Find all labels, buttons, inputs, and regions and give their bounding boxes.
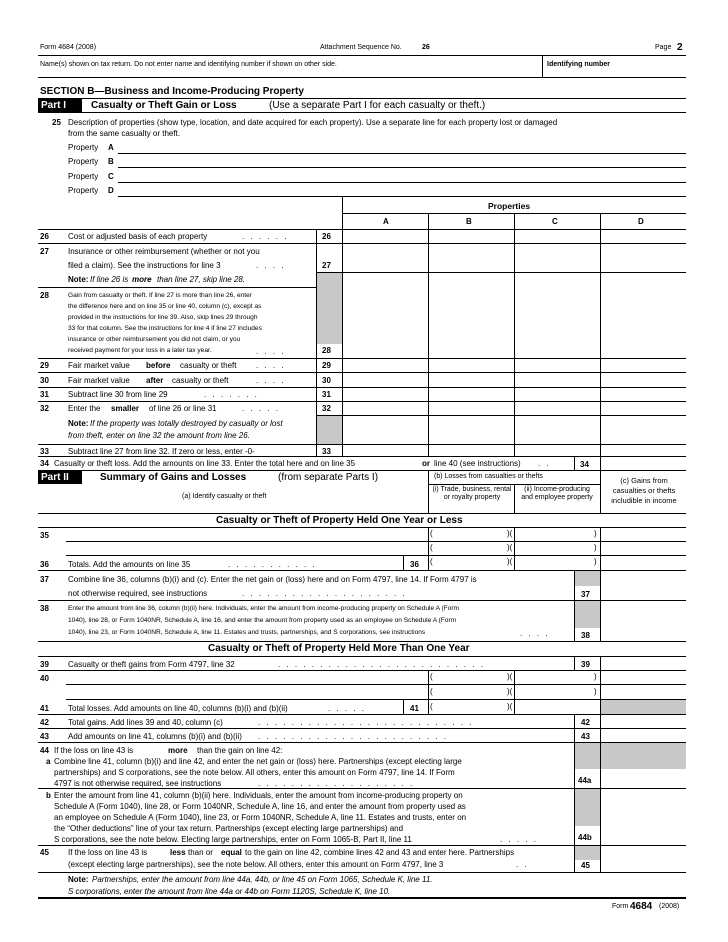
dots: . . xyxy=(538,459,551,468)
line-44-num: 44 xyxy=(40,746,49,755)
page-label: Page xyxy=(655,44,672,51)
line-27-note-label: Note: xyxy=(68,275,89,284)
rule xyxy=(316,272,686,273)
col-b-ii-heading: (ii) Income-producing and employee property xyxy=(521,486,593,502)
rule xyxy=(514,484,515,514)
rule xyxy=(38,77,686,78)
line-33-text: Subtract line 27 from line 32. If zero or less, enter -0- xyxy=(68,447,255,456)
line-31-num: 31 xyxy=(40,390,49,399)
names-input[interactable] xyxy=(40,66,538,76)
rule xyxy=(38,372,686,373)
line-32-box: 32 xyxy=(322,404,331,413)
line-39-num: 39 xyxy=(40,660,49,669)
rule xyxy=(600,213,601,456)
paren: ) xyxy=(594,557,597,566)
line-32-text: Enter the xyxy=(68,404,101,413)
line-44b-text: the “Other deductions” line of your tax return. Partnerships (except electing large partnerships) and xyxy=(54,824,404,833)
line-44b-text: Enter the amount from line 41, column (b)(ii) here. Individuals, enter the amount from income-producing property on xyxy=(54,791,463,800)
dots: . . . . xyxy=(256,361,286,370)
col-b-header: B xyxy=(466,217,472,226)
line-26-num: 26 xyxy=(40,232,49,241)
rule xyxy=(38,444,686,445)
line-25-num: 25 xyxy=(52,118,61,127)
line-29-box: 29 xyxy=(322,361,331,370)
line-28-text: insurance or other reimbursement you did not claim, or you xyxy=(68,336,241,343)
rule xyxy=(38,656,686,657)
line-32-text: of line 26 or line 31 xyxy=(149,404,217,413)
rule xyxy=(38,387,686,388)
dots: . . . . . xyxy=(242,404,281,413)
paren: ( xyxy=(430,543,433,552)
line-40-row-2[interactable] xyxy=(66,699,686,700)
paren: )( xyxy=(507,702,513,711)
property-a-letter: A xyxy=(108,143,114,152)
rule xyxy=(542,55,543,77)
properties-heading: Properties xyxy=(488,201,531,211)
property-d-letter: D xyxy=(108,186,114,195)
paren: )( xyxy=(507,543,513,552)
line-29-text: casualty or theft xyxy=(180,361,237,370)
dots: . . . . xyxy=(256,347,286,356)
names-label: Name(s) shown on tax return. Do not enter name and identifying number if shown on other side. xyxy=(40,61,337,68)
part-2-title: Summary of Gains and Losses xyxy=(100,472,247,483)
property-b-label: Property xyxy=(68,157,99,166)
line-29-text: Fair market value xyxy=(68,361,130,370)
line-32-smaller: smaller xyxy=(111,404,140,413)
line-44a-text: 4797 is not otherwise required, see instructions xyxy=(54,779,222,788)
line-28-num: 28 xyxy=(40,291,49,300)
paren: ) xyxy=(594,672,597,681)
dots: . . . . . . xyxy=(242,232,289,241)
line-28-text: received payment for your loss in a later tax year. xyxy=(68,347,212,354)
line-36-text: Totals. Add the amounts on line 35 xyxy=(68,560,191,569)
short-term-heading: Casualty or Theft of Property Held One Year or Less xyxy=(216,515,463,526)
rule xyxy=(514,213,515,456)
shade xyxy=(317,415,342,444)
line-43-box: 43 xyxy=(581,732,590,741)
line-30-num: 30 xyxy=(40,376,49,385)
rule xyxy=(38,513,686,514)
rule xyxy=(38,287,317,288)
rule xyxy=(574,656,575,670)
line-44a-text: Combine line 41, column (b)(i) and line 42, and enter the net gain or (loss) here. Partnerships (except electing large xyxy=(54,757,462,766)
line-44-text: If the loss on line 43 is xyxy=(54,746,134,755)
line-45-less: less xyxy=(170,848,186,857)
line-33-num: 33 xyxy=(40,447,49,456)
paren: )( xyxy=(507,672,513,681)
line-30-text: casualty or theft xyxy=(172,376,229,385)
paren: )( xyxy=(507,687,513,696)
shade xyxy=(601,700,686,714)
line-30-after: after xyxy=(146,376,164,385)
line-34-text: Casualty or theft loss. Add the amounts on line 33. Enter the total here and on line 35 xyxy=(54,459,356,468)
identifying-number-label: Identifying number xyxy=(547,61,610,68)
property-b-input[interactable] xyxy=(118,167,686,168)
seq-number: 26 xyxy=(422,44,430,51)
rule xyxy=(38,112,686,113)
line-27-box: 27 xyxy=(322,261,331,270)
col-b-heading: (b) Losses from casualties or thefts xyxy=(434,473,543,480)
line-37-text: not otherwise required, see instructions xyxy=(68,589,208,598)
line-45-text: If the loss on line 43 is xyxy=(68,848,148,857)
line-44b-text: an employee on Schedule A (Form 1040), line 23, or Form 1040NR, Schedule A, line 11. Estates and trusts, enter on xyxy=(54,813,467,822)
paren: ) xyxy=(594,687,597,696)
part-1-title-note: (Use a separate Part I for each casualty or theft.) xyxy=(269,100,486,111)
line-43-num: 43 xyxy=(40,732,49,741)
paren: ) xyxy=(594,543,597,552)
paren: ) xyxy=(594,529,597,538)
property-c-label: Property xyxy=(68,172,99,181)
property-d-label: Property xyxy=(68,186,99,195)
property-a-input[interactable] xyxy=(118,153,686,154)
line-31-box: 31 xyxy=(322,390,331,399)
rule xyxy=(38,98,686,99)
line-44b-label: b xyxy=(46,791,51,800)
paren: ( xyxy=(430,672,433,681)
rule xyxy=(600,456,601,470)
line-38-num: 38 xyxy=(40,604,49,613)
line-39-box: 39 xyxy=(581,660,590,669)
line-42-num: 42 xyxy=(40,718,49,727)
line-27-note: than line 27, skip line 28. xyxy=(157,275,246,284)
property-a-label: Property xyxy=(68,143,99,152)
rule xyxy=(38,401,686,402)
property-b-letter: B xyxy=(108,157,114,166)
section-b-title: SECTION B—Business and Income-Producing Property xyxy=(40,86,304,97)
col-a-heading: (a) Identify casualty or theft xyxy=(182,493,267,500)
line-45-note: S corporations, enter the amount from line 44a or 44b on Form 1120S, Schedule K, line 10. xyxy=(68,887,391,896)
line-30-text: Fair market value xyxy=(68,376,130,385)
dots: . . . . xyxy=(520,629,550,638)
line-32-num: 32 xyxy=(40,404,49,413)
line-37-num: 37 xyxy=(40,575,49,584)
line-37-box: 37 xyxy=(581,590,590,599)
line-44-text: than the gain on line 42: xyxy=(197,746,283,755)
line-29-before: before xyxy=(146,361,171,370)
shade xyxy=(575,846,600,860)
paren: ( xyxy=(430,529,433,538)
rule xyxy=(600,470,601,514)
line-27-note: If line 26 is xyxy=(90,275,129,284)
rule xyxy=(600,714,601,873)
line-43-text: Add amounts on line 41, columns (b)(i) and (b)(ii) xyxy=(68,732,242,741)
line-30-box: 30 xyxy=(322,376,331,385)
rule xyxy=(574,456,575,470)
rule xyxy=(38,641,686,642)
rule xyxy=(428,213,429,456)
line-42-text: Total gains. Add lines 39 and 40, column (c) xyxy=(68,718,223,727)
line-45-num: 45 xyxy=(40,848,49,857)
rule xyxy=(38,358,686,359)
line-29-num: 29 xyxy=(40,361,49,370)
line-44b-box: 44b xyxy=(578,833,592,842)
shade xyxy=(575,789,600,826)
line-38-box: 38 xyxy=(581,631,590,640)
dots: . . . . . . . xyxy=(204,390,259,399)
line-28-text: Gain from casualty or theft. If line 27 is more than line 26, enter xyxy=(68,292,252,299)
line-28-text: provided in the instructions for line 39. Also, skip lines 29 through xyxy=(68,314,258,321)
paren: )( xyxy=(507,529,513,538)
dots: . . . . . . . . . . . xyxy=(228,560,317,569)
line-44a-box: 44a xyxy=(578,776,592,785)
line-27-num: 27 xyxy=(40,247,49,256)
line-34-text: line 40 (see instructions) xyxy=(434,459,521,468)
line-34-box: 34 xyxy=(580,460,589,469)
line-34-num: 34 xyxy=(40,459,49,468)
line-27-note-more: more xyxy=(132,275,152,284)
rule xyxy=(428,484,600,485)
line-35-num: 35 xyxy=(40,531,49,540)
shade xyxy=(317,272,342,344)
rule xyxy=(600,656,601,670)
line-44a-text: partnerships) and S corporations, see the note below. All others, enter this amount on Form 4797, line 14. If Form xyxy=(54,768,455,777)
footer-year: (2008) xyxy=(659,903,680,910)
line-31-text: Subtract line 30 from line 29 xyxy=(68,390,168,399)
dots: . . xyxy=(516,860,529,869)
dots: . . . . xyxy=(256,261,286,270)
footer-form-number: 4684 xyxy=(630,901,653,912)
part-1-tag: Part I xyxy=(41,100,67,111)
line-26-text: Cost or adjusted basis of each property xyxy=(68,232,208,241)
rule xyxy=(38,243,686,244)
col-d-header: D xyxy=(638,217,644,226)
line-45-note: Partnerships, enter the amount from line 44a, 44b, or line 45 on Form 1065, Schedule K, line 11. xyxy=(92,875,433,884)
rule xyxy=(600,571,601,641)
line-44b-text: S corporations, see the note below. Electing large partnerships, enter on Form 1065-B, Part II, line 11 xyxy=(54,835,412,844)
line-32-note: from theft, enter on line 32 the amount from line 26. xyxy=(68,431,250,440)
line-27-text: Insurance or other reimbursement (whether or not you xyxy=(68,247,260,256)
line-41-num: 41 xyxy=(40,704,49,713)
paren: ( xyxy=(430,687,433,696)
rule xyxy=(403,700,404,714)
line-37-text: Combine line 36, columns (b)(i) and (c). Enter the net gain or (loss) here and on Form 4797, line 14. If Form 4797 is xyxy=(68,575,477,584)
line-45-text: (except electing large partnerships), see the note below. All others, enter this amount on Form 4797, line 3 xyxy=(68,860,444,869)
col-c-header: C xyxy=(552,217,558,226)
line-32-note-label: Note: xyxy=(68,419,89,428)
rule xyxy=(38,728,686,729)
dots: . . . . . . . . . . . . . . . . . . . . . . . . . . xyxy=(258,718,474,727)
line-28-text: 33 for that column. See the instructions for line 4 if line 27 includes xyxy=(68,325,262,332)
line-38-text: 1040), line 28, or Form 1040NR, Schedule A, line 16, and enter the amount from property used as an employee on Schedule A (Form xyxy=(68,617,457,624)
rule xyxy=(38,229,686,230)
dots: . . . . . xyxy=(328,704,367,713)
shade xyxy=(601,743,686,769)
rule xyxy=(38,897,686,899)
line-40-num: 40 xyxy=(40,674,49,683)
line-25-text: Description of properties (show type, location, and date acquired for each property). Use a separate line for each property lost or damaged xyxy=(68,118,558,127)
rule xyxy=(342,229,343,456)
rule xyxy=(38,527,686,528)
line-40-row-1[interactable] xyxy=(66,684,686,685)
line-41-box: 41 xyxy=(410,704,419,713)
dots: . . . . . . . . . . . . . . . . . . . . . . . xyxy=(258,732,449,741)
rule xyxy=(428,470,429,514)
line-32-note: If the property was totally destroyed by casualty or lost xyxy=(90,419,283,428)
footer-form-label: Form xyxy=(612,903,629,910)
seq-label: Attachment Sequence No. xyxy=(320,44,402,51)
line-36-num: 36 xyxy=(40,560,49,569)
col-a-header: A xyxy=(383,217,389,226)
dots: . . . . xyxy=(256,376,286,385)
rule xyxy=(403,556,404,571)
rule xyxy=(38,456,686,457)
identifying-number-input[interactable] xyxy=(547,68,683,77)
rule xyxy=(428,527,429,571)
property-d-input[interactable] xyxy=(118,196,686,197)
rule xyxy=(600,527,601,571)
line-33-box: 33 xyxy=(322,447,331,456)
line-42-box: 42 xyxy=(581,718,590,727)
part-1-title: Casualty or Theft Gain or Loss xyxy=(91,100,237,111)
paren: ( xyxy=(430,702,433,711)
line-28-text: the difference here and on line 35 or line 40, column (c), except as xyxy=(68,303,262,310)
shade xyxy=(575,743,600,769)
paren: ( xyxy=(430,557,433,566)
line-35-row-1[interactable] xyxy=(66,541,686,542)
line-41-text: Total losses. Add amounts on line 40, columns (b)(i) and (b)(ii) xyxy=(68,704,288,713)
part-2-title-note: (from separate Parts I) xyxy=(278,472,379,483)
line-25-text: from the same casualty or theft. xyxy=(68,129,181,138)
line-38-text: Enter the amount from line 36, column (b)(ii) here. Individuals, enter the amount from income-producing property on Schedule A (Form xyxy=(68,605,460,612)
rule xyxy=(38,872,686,873)
line-38-text: 1040), line 23, or Form 1040NR, Schedule A, line 11. Estates and trusts, partnerships, and S corporations, see instructions xyxy=(68,629,426,636)
shade xyxy=(575,601,600,628)
line-45-text: than or xyxy=(188,848,213,857)
col-b-i-heading: (i) Trade, business, rental or royalty property xyxy=(432,486,512,502)
col-c-heading: (c) Gains from casualties or thefts includible in income xyxy=(611,476,677,505)
rule xyxy=(38,55,686,56)
rule xyxy=(38,670,686,671)
dots: . . . . . . . . . . . . . . . . . . . . xyxy=(242,589,407,598)
rule xyxy=(428,670,429,714)
line-27-text: filed a claim). See the instructions for line 3 xyxy=(68,261,221,270)
line-35-row-2[interactable] xyxy=(66,555,686,556)
dots: . . . . . xyxy=(500,835,539,844)
line-45-equal: equal xyxy=(221,848,242,857)
line-39-text: Casualty or theft gains from Form 4797, line 32 xyxy=(68,660,235,669)
rule xyxy=(514,527,515,571)
long-term-heading: Casualty or Theft of Property Held More Than One Year xyxy=(208,643,470,654)
part-2-tag: Part II xyxy=(41,472,69,483)
dots: . . . . . . . . . . . . . . . . . . . xyxy=(258,779,415,788)
line-34-or: or xyxy=(422,459,430,468)
dots: . . . . . . . . . . . . . . . . . . . . . . . . . xyxy=(278,660,485,669)
rule xyxy=(514,670,515,714)
page-number: 2 xyxy=(677,42,683,53)
line-26-box: 26 xyxy=(322,232,331,241)
shade xyxy=(575,571,600,586)
paren: )( xyxy=(507,557,513,566)
line-44-more: more xyxy=(168,746,188,755)
line-36-box: 36 xyxy=(410,560,419,569)
line-45-text: to the gain on line 42, combine lines 42 and 43 and enter here. Partnerships xyxy=(245,848,515,857)
form-id: Form 4684 (2008) xyxy=(40,44,97,51)
line-45-note-label: Note: xyxy=(68,875,89,884)
line-28-box: 28 xyxy=(322,346,331,355)
rule xyxy=(316,415,686,416)
property-c-input[interactable] xyxy=(118,182,686,183)
line-45-box: 45 xyxy=(581,861,590,870)
rule xyxy=(38,470,686,471)
line-44a-label: a xyxy=(46,757,51,766)
rule xyxy=(38,714,686,715)
line-44b-text: Schedule A (Form 1040), line 28, or Form 1040NR, Schedule A, line 16, and enter the amount from property used as xyxy=(54,802,466,811)
property-c-letter: C xyxy=(108,172,114,181)
